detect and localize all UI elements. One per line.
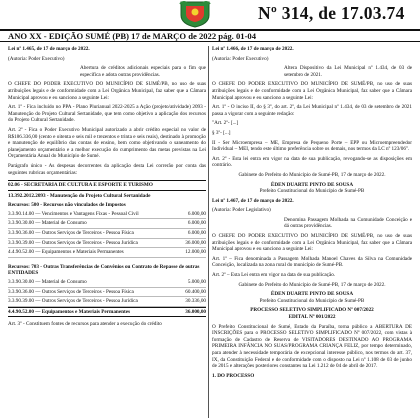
law-author: (Autoria: Poder Legislativo)	[212, 207, 271, 214]
law-author: (Autoria: Poder Executivo)	[212, 55, 269, 62]
budget-table-section: Recursos: 500 - Recursos não vinculados de Impostos	[8, 202, 126, 209]
law-paragraph: Parágrafo único - As despesas decorrentes da aplicação desta Lei correrão por conta das seguintes rubricas orçamentárias:	[8, 162, 206, 176]
law-paragraph: Art. 2º - Fica o Poder Executivo Municipal autorizado a abrir crédito especial no valor de R$186.336,00 (cento e oitenta e seis mil e trezentos e trinta e seis reais), destinado à promoção e manutenção de equilíbrio das contas de ensino, bem como objetivando o saneamento do planejamento orçamentário e a melhor execução do cumprimento das metas previstas na Lei Orçamentária Anual do Município de Sumé.	[8, 126, 206, 160]
law-title: Lei nº 1.467, de 17 de março de 2022.	[212, 197, 294, 204]
signature-role: Prefeito Constitucional do Município de Sumé-PB	[259, 297, 365, 304]
signature-role: Prefeito Constitucional do Município de Sumé-PB	[259, 188, 365, 195]
masthead	[0, 0, 420, 28]
table-row: 3.3.90.14.00 — Vencimentos e Vantagens Fixas - Pessoal Civil 6.000,00	[8, 210, 206, 220]
law-paragraph: Art. 1º - Fica incluído no PPA - Plano Plurianual 2022-2025 a Ação (projeto/atividade) 2093 - Manutenção do Projeto Cultural Sertanidade, que tem como objetivo a aplicação dos recursos do Projeto Cultural Sertanidade.	[8, 104, 206, 124]
budget-table-subheader: 13.392.2012.2093 - Manutenção do Projeto Cultural Sertanidade	[8, 192, 151, 199]
law-paragraph: O CHEFE DO PODER EXECUTIVO DO MUNICÍPIO DE SUMÉ/PB, no uso de suas atribuições legais e de conformidade com a Lei Orgânica Municipal, faz saber que a Câmara Municipal aprovou e eu sanciono a seguinte Lei:	[212, 233, 412, 253]
table-row: 4.4.90.52.00 — Equipamentos e Materiais Permanentes 36.000,00	[8, 307, 206, 318]
table-row: 3.3.90.30.00 — Material de Consumo 6.000,00	[8, 219, 206, 229]
law-paragraph: Art. 3º - Constituem fontes de recursos para atender a execução do crédito	[8, 321, 162, 328]
law-paragraph: Art. 2º - Esta lei entra em vigor na data de sua publicação, revogando-se as disposições em contrário.	[212, 155, 412, 169]
budget-table	[8, 180, 206, 317]
law-paragraph: "Art. 2º- [...]	[212, 120, 239, 127]
table-row: 3.3.90.39.00 — Outros Serviços de Terceiros - Pessoa Jurídica 30.336,00	[8, 297, 206, 307]
section-heading: 1. DO PROCESSO	[212, 372, 255, 379]
law-paragraph: § 3º- [...]	[212, 129, 231, 136]
issue-number: Nº 314, de 17.03.74	[258, 3, 405, 23]
column-divider	[208, 46, 209, 418]
law-paragraph: Art. 2º – Esta Lei entra em vigor na data de sua publicação.	[212, 272, 336, 279]
left-column	[8, 46, 206, 331]
budget-table-section: Recursos: 703 - Outras Transferências de Convênios ou Contrato de Repasse de outras ENTIDADES	[8, 263, 200, 277]
table-row: 3.3.90.36.00 — Outros Serviços de Terceiros - Pessoa Física 6.000,00	[8, 229, 206, 239]
law-ementa: Altera Dispositivo da Lei Municipal nº 1.434, de 03 de setembro de 2021.	[284, 65, 412, 78]
law-paragraph: O CHEFE DO PODER EXECUTIVO DO MUNICÍPIO DE SUMÉ/PB, no uso de suas atribuições legais e de conformidade com a Lei Orgânica Municipal, faz saber que a Câmara Municipal aprovou e eu sanciono a seguinte Lei:	[212, 81, 412, 101]
law-author: (Autoria: Poder Executivo)	[8, 55, 65, 62]
municipal-crest-icon	[178, 0, 212, 28]
law-ementa: Abertura de créditos adicionais especiais para o fim que especifica e adota outras providências.	[80, 65, 206, 78]
law-title: Lei nº 1.466, de 17 de março de 2022.	[212, 46, 294, 52]
table-row: 4.4.90.52.00 — Equipamentos e Materiais Permanentes 12.000,00	[8, 248, 206, 258]
signature-name: ÉDEN DUARTE PINTO DE SOUSA	[270, 181, 354, 188]
table-row: 3.3.90.36.00 — Outros Serviços de Terceiros - Pessoa Física 60.400,00	[8, 288, 206, 298]
edital-title: EDITAL Nº 001/2022	[288, 314, 336, 320]
law-paragraph: II - Ser Microempresa – ME, Empresa de Pequeno Porte – EPP ou Microempreendedor Individual – MEI, tendo este último preferência sobre os demais, nos termos da LC nº 123/06".	[212, 139, 412, 153]
signing-place-date: Gabinete do Prefeito do Município de Sumé-PB, 17 de março de 2022.	[238, 171, 386, 178]
signature-name: ÉDEN DUARTE PINTO DE SOUSA	[270, 291, 354, 298]
edition-dateline: ANO XX - EDIÇÃO SUMÉ (PB) 17 de MARÇO de 2022 pág. 01-04	[0, 29, 420, 42]
table-row: 3.3.90.39.00 — Outros Serviços de Terceiros - Pessoa Jurídica 36.000,00	[8, 239, 206, 249]
law-ementa: Denomina Passagem Molhada na Comunidade Conceição e dá outras providências.	[284, 216, 412, 230]
selection-process-title: PROCESSO SELETIVO SIMPLIFICADO Nº 007/2022	[250, 307, 374, 314]
table-row: 3.3.90.30.00 — Material de Consumo 5.000,00	[8, 278, 206, 288]
budget-table-header: 02.06 - SECRETARIA DE CULTURA E ESPORTE E TURISMO	[8, 181, 206, 191]
law-paragraph: Art. 1º - O inciso II, do § 3º, do art. 2º, da Lei Municipal nº 1.434, de 03 de setembro de 2021 passa a vigorar com a seguinte redação:	[212, 104, 412, 117]
law-paragraph: O Prefeito Constitucional de Sumé, Estado da Paraíba, torna público a ABERTURA DE INSCRIÇÕES para o PROCESSO SELETIVO SIMPLIFICADO Nº 007/2022, com vistas à formação de Cadastro de Reserva de VISITADORES DESTINADO AO PROGRAMA PRIMEIRA INFÂNCIA NO SUAS/PROGRAMA CRIANÇA FELIZ, por tempo determinado, para atender à necessidade temporária de excepcional interesse público, nos termos do art. 37, IX, da Constituição Federal e de conformidade com o disposto na Lei nº 1.108 de 03 de junho de 2015 e alterações posteriores constantes na Lei 1.212 de 04 de abril de 2017.	[212, 323, 412, 370]
signing-place-date: Gabinete do Prefeito do Município de Sumé-PB, 17 de março de 2022.	[238, 281, 386, 288]
law-paragraph: O CHEFE DO PODER EXECUTIVO DO MUNICÍPIO DE SUMÉ/PB, no uso de suas atribuições legais e de conformidade com a Lei Orgânica Municipal, faz saber que a Câmara Municipal aprovou e eu sanciono a seguinte Lei:	[8, 81, 206, 101]
law-title: Lei nº 1.465, de 17 de março de 2022.	[8, 46, 90, 52]
right-column	[212, 46, 412, 382]
law-paragraph: Art. 1º – Fica denominada a Passagem Molhada Manoel Chaves da Silva na Comunidade Conceição, localizada na zona rural do município de Sumé-PB.	[212, 255, 412, 269]
